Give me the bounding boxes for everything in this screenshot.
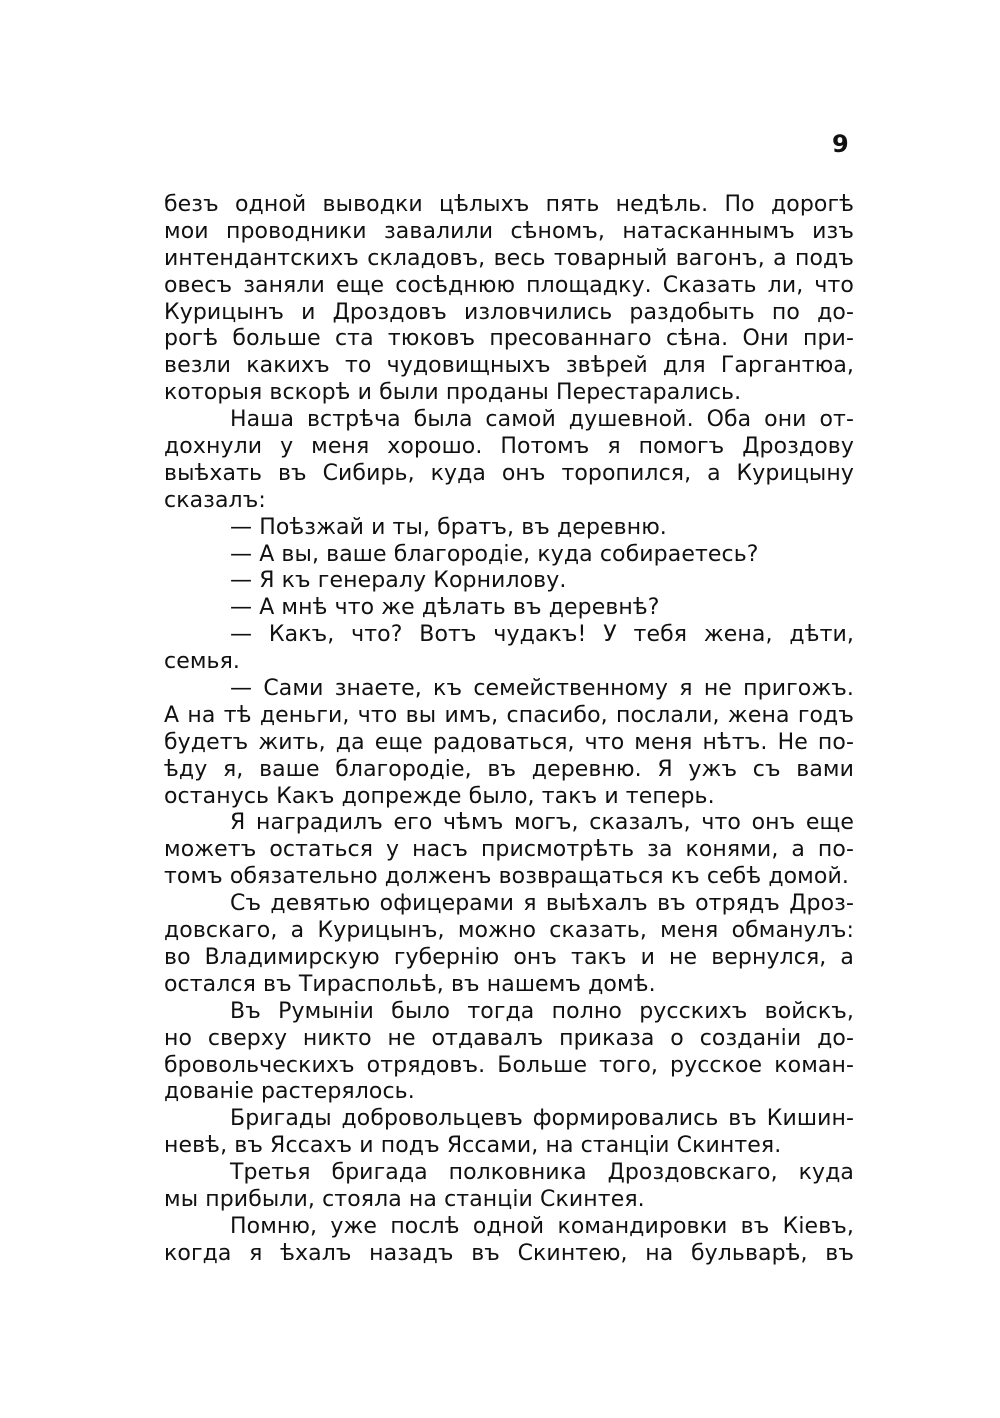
text-line: мои проводники завалили сѣномъ, натасканнымъ изъ: [164, 218, 854, 244]
text-line: везли какихъ то чудовищныхъ звѣрей для Гаргантюа,: [164, 353, 854, 379]
text-line: — Сами знаете, къ семейственному я не пригожъ.: [230, 676, 854, 702]
text-line: бровольческихъ отрядовъ. Больше того, русское коман-: [164, 1052, 854, 1078]
text-line: невѣ, въ Яссахъ и подъ Яссами, на станціи Скинтея.: [164, 1133, 782, 1159]
text-line: интендантскихъ складовъ, весь товарный вагонъ, а подъ: [164, 245, 854, 271]
text-line: будетъ жить, да еще радоваться, что меня нѣтъ. Не по-: [164, 729, 854, 755]
text-line: — Поѣзжай и ты, братъ, въ деревню.: [230, 514, 667, 540]
text-line: томъ обязательно долженъ возвращаться къ себѣ домой.: [164, 864, 849, 890]
text-line: когда я ѣхалъ назадъ въ Скинтею, на бульварѣ, въ: [164, 1240, 854, 1266]
text-line: — Я къ генералу Корнилову.: [230, 568, 567, 594]
text-line: ѣду я, ваше благородіе, въ деревню. Я ужъ съ вами: [164, 756, 854, 782]
text-line: остался въ Тираспольѣ, въ нашемъ домѣ.: [164, 971, 656, 997]
text-line: — А мнѣ что же дѣлать въ деревнѣ?: [230, 595, 660, 621]
text-line: выѣхать въ Сибирь, куда онъ торопился, а Курицыну: [164, 460, 854, 486]
text-line: овесъ заняли еще сосѣднюю площадку. Сказать ли, что: [164, 272, 854, 298]
text-line: Третья бригада полковника Дроздовскаго, куда: [230, 1160, 854, 1186]
text-line: дованіе растерялось.: [164, 1079, 415, 1105]
text-line: которыя вскорѣ и были проданы Перестарались.: [164, 380, 742, 406]
text-line: довскаго, а Курицынъ, можно сказать, меня обманулъ:: [164, 918, 854, 944]
text-line: можетъ остаться у насъ присмотрѣть за конями, а по-: [164, 837, 854, 863]
text-line: — Какъ, что? Вотъ чудакъ! У тебя жена, дѣти,: [230, 622, 854, 648]
text-line: Наша встрѣча была самой душевной. Оба они от-: [230, 407, 854, 433]
text-line: Съ девятью офицерами я выѣхалъ въ отрядъ Дроз-: [230, 891, 854, 917]
text-line: Курицынъ и Дроздовъ изловчились раздобыть по до-: [164, 299, 854, 325]
text-line: сказалъ:: [164, 487, 266, 513]
text-line: Помню, уже послѣ одной командировки въ Кіевъ,: [230, 1213, 854, 1239]
page-number: 9: [832, 130, 849, 158]
text-line: Бригады добровольцевъ формировались въ Кишин-: [230, 1106, 854, 1132]
text-line: — А вы, ваше благородіе, куда собираетесь?: [230, 541, 759, 567]
text-line: дохнули у меня хорошо. Потомъ я помогъ Дроздову: [164, 434, 854, 460]
text-line: безъ одной выводки цѣлыхъ пять недѣль. По дорогѣ: [164, 192, 854, 217]
text-line: но сверху никто не отдавалъ приказа о созданіи до-: [164, 1025, 854, 1051]
text-line: Въ Румыніи было тогда полно русскихъ войскъ,: [230, 998, 854, 1024]
body-text: [164, 192, 854, 1268]
text-line: мы прибыли, стояла на станціи Скинтея.: [164, 1186, 645, 1212]
text-line: семья.: [164, 649, 241, 675]
text-line: Я наградилъ его чѣмъ могъ, сказалъ, что онъ еще: [230, 810, 854, 836]
text-line: А на тѣ деньги, что вы имъ, спасибо, послали, жена годъ: [164, 702, 854, 728]
text-line: во Владимирскую губернію онъ такъ и не вернулся, а: [164, 944, 854, 970]
text-line: останусь Какъ допрежде было, такъ и теперь.: [164, 783, 715, 809]
text-line: рогѣ больше ста тюковъ пресованнаго сѣна. Они при-: [164, 326, 854, 352]
